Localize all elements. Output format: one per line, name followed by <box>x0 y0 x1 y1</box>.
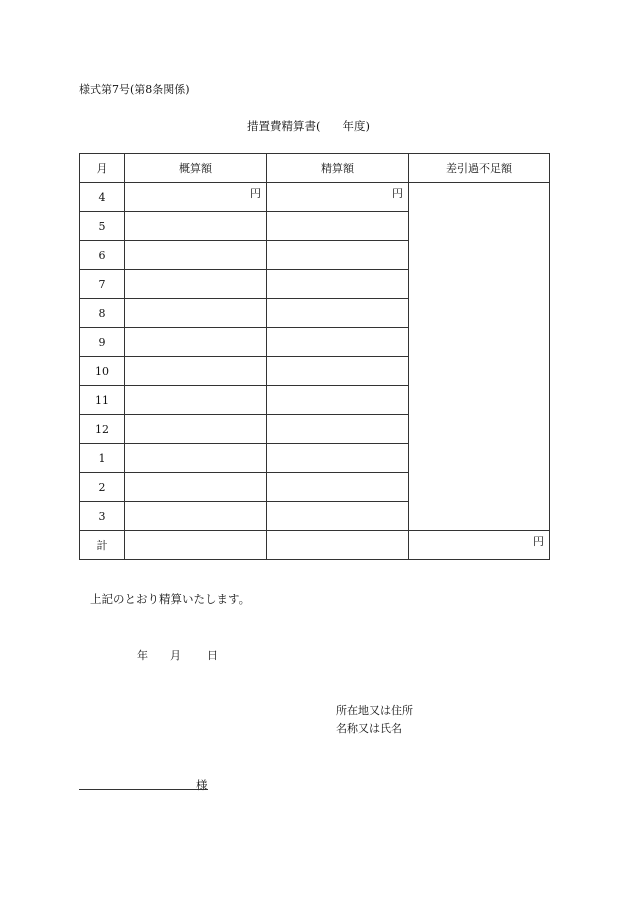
month-cell: 7 <box>80 270 125 299</box>
month-cell: 12 <box>80 415 125 444</box>
settled-amount-cell[interactable] <box>267 241 409 270</box>
settled-amount-cell[interactable] <box>267 299 409 328</box>
honorific-underline <box>195 789 208 790</box>
total-row <box>80 531 550 560</box>
address-label: 所在地又は住所 <box>336 704 413 717</box>
header-month: 月 <box>80 154 125 183</box>
estimated-amount-cell[interactable] <box>125 299 267 328</box>
settled-amount-cell[interactable] <box>267 183 409 212</box>
settled-amount-cell[interactable] <box>267 444 409 473</box>
title-prefix: 措置費精算書( <box>247 119 321 133</box>
header-difference: 差引過不足額 <box>409 154 550 183</box>
yen-unit: 円 <box>392 187 403 200</box>
settlement-table <box>79 153 550 560</box>
month-cell: 9 <box>80 328 125 357</box>
header-settled-amount: 精算額 <box>267 154 409 183</box>
estimated-amount-cell[interactable] <box>125 473 267 502</box>
form-number-label: 様式第7号(第8条関係) <box>79 83 190 96</box>
estimated-amount-cell[interactable] <box>125 386 267 415</box>
month-cell: 4 <box>80 183 125 212</box>
name-label: 名称又は氏名 <box>336 722 402 735</box>
date-month-label: 月 <box>170 649 181 662</box>
settlement-statement: 上記のとおり精算いたします。 <box>90 592 251 606</box>
settled-amount-cell[interactable] <box>267 328 409 357</box>
date-day-label: 日 <box>207 649 218 662</box>
estimated-amount-cell[interactable] <box>125 415 267 444</box>
month-cell: 3 <box>80 502 125 531</box>
date-year-label: 年 <box>137 649 148 662</box>
estimated-amount-cell[interactable] <box>125 357 267 386</box>
month-cell: 2 <box>80 473 125 502</box>
total-estimated-cell[interactable] <box>125 531 267 560</box>
total-difference-cell[interactable] <box>409 531 550 560</box>
title-suffix: 年度) <box>342 119 370 133</box>
table-row <box>80 183 550 212</box>
estimated-amount-cell[interactable] <box>125 328 267 357</box>
month-cell: 6 <box>80 241 125 270</box>
date-line <box>137 647 218 663</box>
estimated-amount-cell[interactable] <box>125 212 267 241</box>
document-title <box>247 118 370 134</box>
settled-amount-cell[interactable] <box>267 386 409 415</box>
month-cell: 1 <box>80 444 125 473</box>
table-header-row <box>80 154 550 183</box>
estimated-amount-cell[interactable] <box>125 444 267 473</box>
estimated-amount-cell[interactable] <box>125 183 267 212</box>
settled-amount-cell[interactable] <box>267 212 409 241</box>
addressee-honorific: 様 <box>196 778 208 792</box>
estimated-amount-cell[interactable] <box>125 241 267 270</box>
settled-amount-cell[interactable] <box>267 502 409 531</box>
month-cell: 11 <box>80 386 125 415</box>
month-cell: 5 <box>80 212 125 241</box>
total-settled-cell[interactable] <box>267 531 409 560</box>
month-cell: 10 <box>80 357 125 386</box>
addressee-blank-line[interactable] <box>79 789 195 790</box>
yen-unit: 円 <box>250 187 261 200</box>
difference-amount-cell[interactable] <box>409 183 550 531</box>
header-estimated-amount: 概算額 <box>125 154 267 183</box>
estimated-amount-cell[interactable] <box>125 502 267 531</box>
yen-unit: 円 <box>533 535 544 548</box>
settled-amount-cell[interactable] <box>267 473 409 502</box>
settled-amount-cell[interactable] <box>267 357 409 386</box>
total-label: 計 <box>80 531 125 560</box>
settled-amount-cell[interactable] <box>267 415 409 444</box>
month-cell: 8 <box>80 299 125 328</box>
settled-amount-cell[interactable] <box>267 270 409 299</box>
estimated-amount-cell[interactable] <box>125 270 267 299</box>
